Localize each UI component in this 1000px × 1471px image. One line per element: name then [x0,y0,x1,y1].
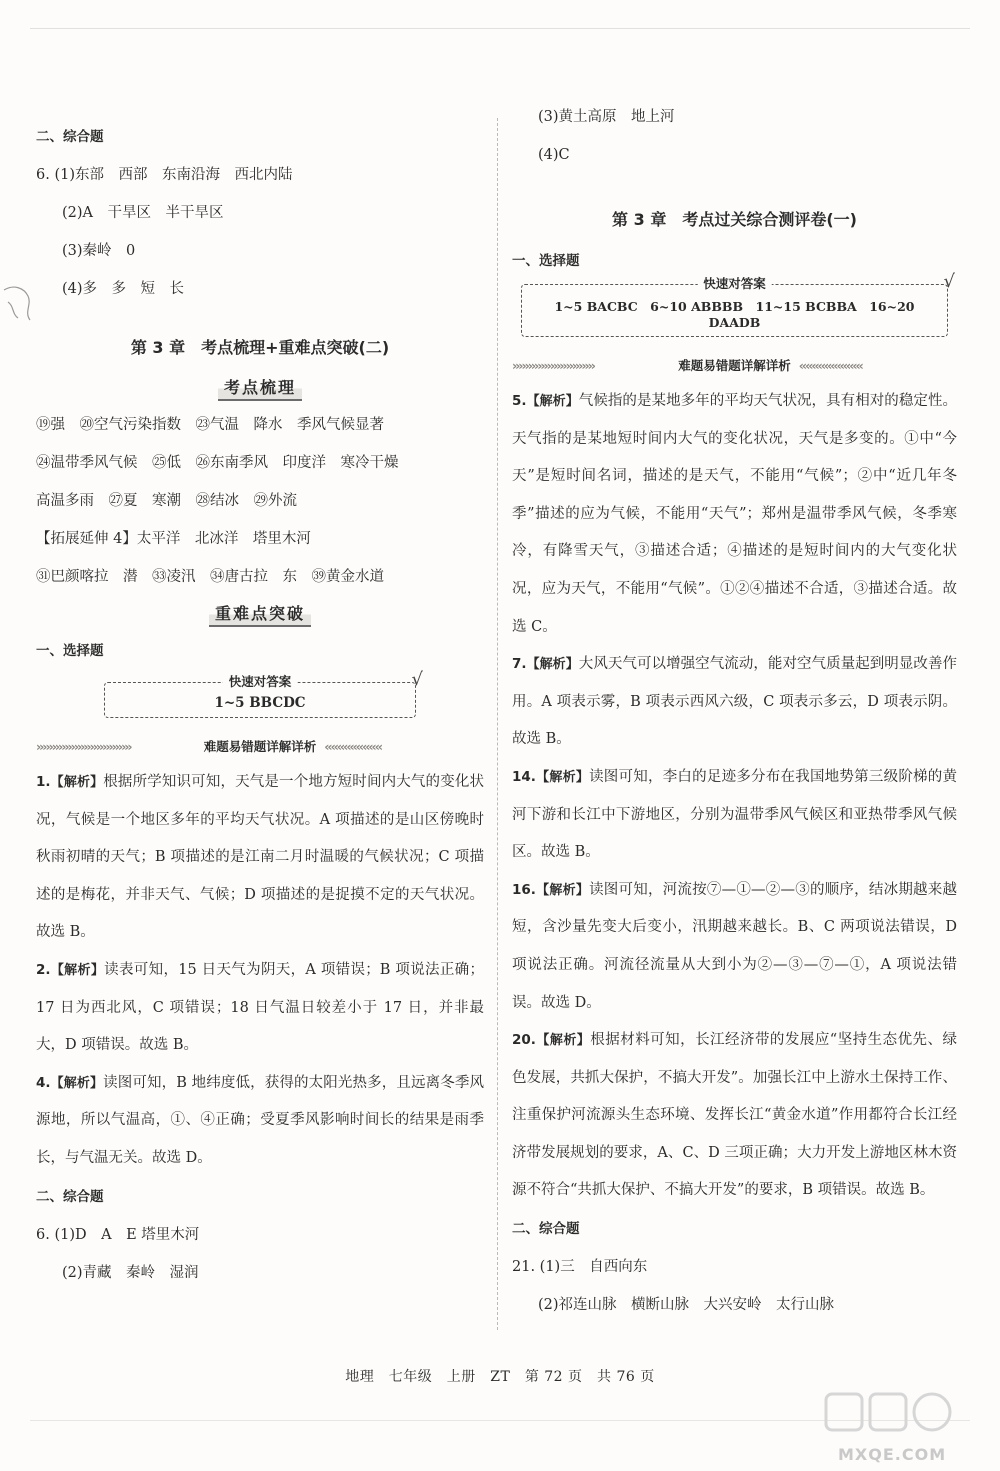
answer-line: 【拓展延伸 4】太平洋 北冰洋 塔里木河 [36,531,311,547]
answer-line: (4)多 多 短 长 [62,281,185,297]
top-rule [30,28,970,29]
explanation-paragraph: 2.【解析】读表可知，15 日天气为阴天，A 项错误；B 项说法正确；17 日为西北风，C 项错误；18 日气温日较差小于 17 日，并非最大，D 项错误。故选 B。 [36,961,484,1054]
watermark-text: MXQE.COM [838,1445,947,1464]
explanation-band [36,728,484,764]
subsection-title: 考点梳理 [36,370,484,406]
quick-answer-text: 1~5 BBCDC [214,695,306,711]
quick-answer-label: 快速对答案 [697,274,772,292]
explanation-paragraph: 7.【解析】大风天气可以增强空气流动，能对空气质量起到明显改善作用。A 项表示雾，B 项表示西风六级，C 项表示多云，D 项表示阴。故选 B。 [512,656,957,748]
subsection-title: 重难点突破 [36,596,484,632]
answer-line: (4)C [538,147,570,163]
chevron-divider-icon: ‹‹‹‹‹‹‹‹‹‹‹‹‹‹‹‹‹‹ [324,738,381,754]
explanation-paragraph: 4.【解析】读图可知，B 地纬度低，获得的太阳光热多，且远离冬季风源地，所以气温高，①、④正确；受夏季风影响时间长的结果是雨季长，与气温无关。故选 D。 [36,1074,484,1166]
answer-line: 6. (1)东部 西部 东南沿海 西北内陆 [36,167,293,183]
answer-line: 6. (1)D A E 塔里木河 [36,1226,200,1243]
answer-line: ⑲强 ⑳空气污染指数 ㉓气温 降水 季风气候显著 [36,417,384,433]
answer-line: ㉔温带季风气候 ㉕低 ㉖东南季风 印度洋 寒冷干燥 [36,455,399,471]
right-column [512,98,957,1324]
section-heading: 二、综合题 [36,1188,104,1205]
quick-answer-text: 1~5 BACBC 6~10 ABBBB 11~15 BCBBA 16~20 DAADB [554,299,915,330]
quick-answer-box [104,669,423,718]
checkmark-icon: √ [943,271,955,292]
chevron-divider-icon: ‹‹‹‹‹‹‹‹‹‹‹‹‹‹‹‹‹‹‹‹ [798,357,862,373]
quick-answer-box [521,271,955,337]
answer-line: (2)青藏 秦岭 湿润 [62,1264,199,1281]
explanation-band [512,347,957,383]
chevron-divider-icon: ›››››››››››››››››››››››››› [512,357,594,373]
chevron-divider-icon: ›››››››››››››››››››››››››››››› [36,738,131,754]
page-footer: 地理 七年级 上册 ZT 第 72 页 共 76 页 [345,1369,655,1385]
section-heading: 一、选择题 [512,253,580,269]
band-label: 难题易错题详解详析 [203,739,317,754]
explanation-paragraph: 20.【解析】根据材料可知，长江经济带的发展应“坚持生态优先、绿色发展，共抓大保护，不搞大开发”。加强长江中上游水土保持工作、注重保护河流源头生态环境、发挥长江“黄金水道”作用都符合长江经济带发展规划的要求，A、C、D 三项正确；大力开发上游地区林木资源不符合“共抓大保护、不搞大开发”的要求，B 项错误。故选 B。 [512,1032,957,1199]
answer-line: (2)A 干旱区 半干旱区 [62,205,224,221]
answer-line: 高温多雨 ㉗夏 寒潮 ㉘结冰 ㉙外流 [36,493,297,509]
column-divider [497,118,498,1330]
quick-answer-label: 快速对答案 [223,672,298,690]
pencil-doodle-icon [0,282,40,332]
checkmark-icon: √ [411,669,423,690]
answer-line: ㉛巴颜喀拉 潜 ㉝凌汛 ㉞唐古拉 东 ㊴黄金水道 [36,569,384,585]
explanation-paragraph: 5.【解析】气候指的是某地多年的平均天气状况，具有相对的稳定性。天气指的是某地短时间内大气的变化状况，天气是多变的。①中“今天”是短时间名词，描述的是天气，不能用“气候”；②中“近几年冬季”描述的应为气候，不能用“天气”；郑州是温带季风气候，冬季寒冷，有降雪天气，③描述合适；④描述的是短时间内的大气变化状况，应为天气，不能用“气候”。①②④描述不合适，③描述合适。故选 C。 [512,393,957,635]
band-label: 难题易错题详解详析 [678,358,791,373]
section-heading: 二、综合题 [512,1221,580,1238]
answer-line: (2)祁连山脉 横断山脉 大兴安岭 太行山脉 [538,1297,835,1314]
answer-line: (3)秦岭 0 [62,243,136,259]
section-heading: 二、综合题 [36,129,104,145]
explanation-paragraph: 1.【解析】根据所学知识可知，天气是一个地方短时间内大气的变化状况，气候是一个地区多年的平均天气状况。A 项描述的是山区傍晚时秋雨初晴的天气；B 项描述的是江南二月时温暖的气候状况；C 项描述的是梅花，并非天气、气候；D 项描述的是捉摸不定的天气状况。故选 B。 [36,774,484,941]
left-column [36,118,484,1292]
explanation-paragraph: 16.【解析】读图可知，河流按⑦—①—②—③的顺序，结冰期越来越短，含沙量先变大后变小，汛期越来越长。B、C 两项说法错误，D 项说法正确。河流径流量从大到小为②—③—⑦—①，A 项说法错误。故选 D。 [512,881,957,1011]
answer-line: (3)黄土高原 地上河 [538,109,675,125]
chapter-title: 第 3 章 考点梳理+重难点突破(二) [130,338,390,357]
answer-line: 21. (1)三 自西向东 [512,1259,648,1276]
chapter-title: 第 3 章 考点过关综合测评卷(一) [612,210,857,229]
section-heading: 一、选择题 [36,643,104,659]
explanation-paragraph: 14.【解析】读图可知，李白的足迹多分布在我国地势第三级阶梯的黄河下游和长江中下游地区，分别为温带季风气候区和亚热带季风气候区。故选 B。 [512,768,957,861]
